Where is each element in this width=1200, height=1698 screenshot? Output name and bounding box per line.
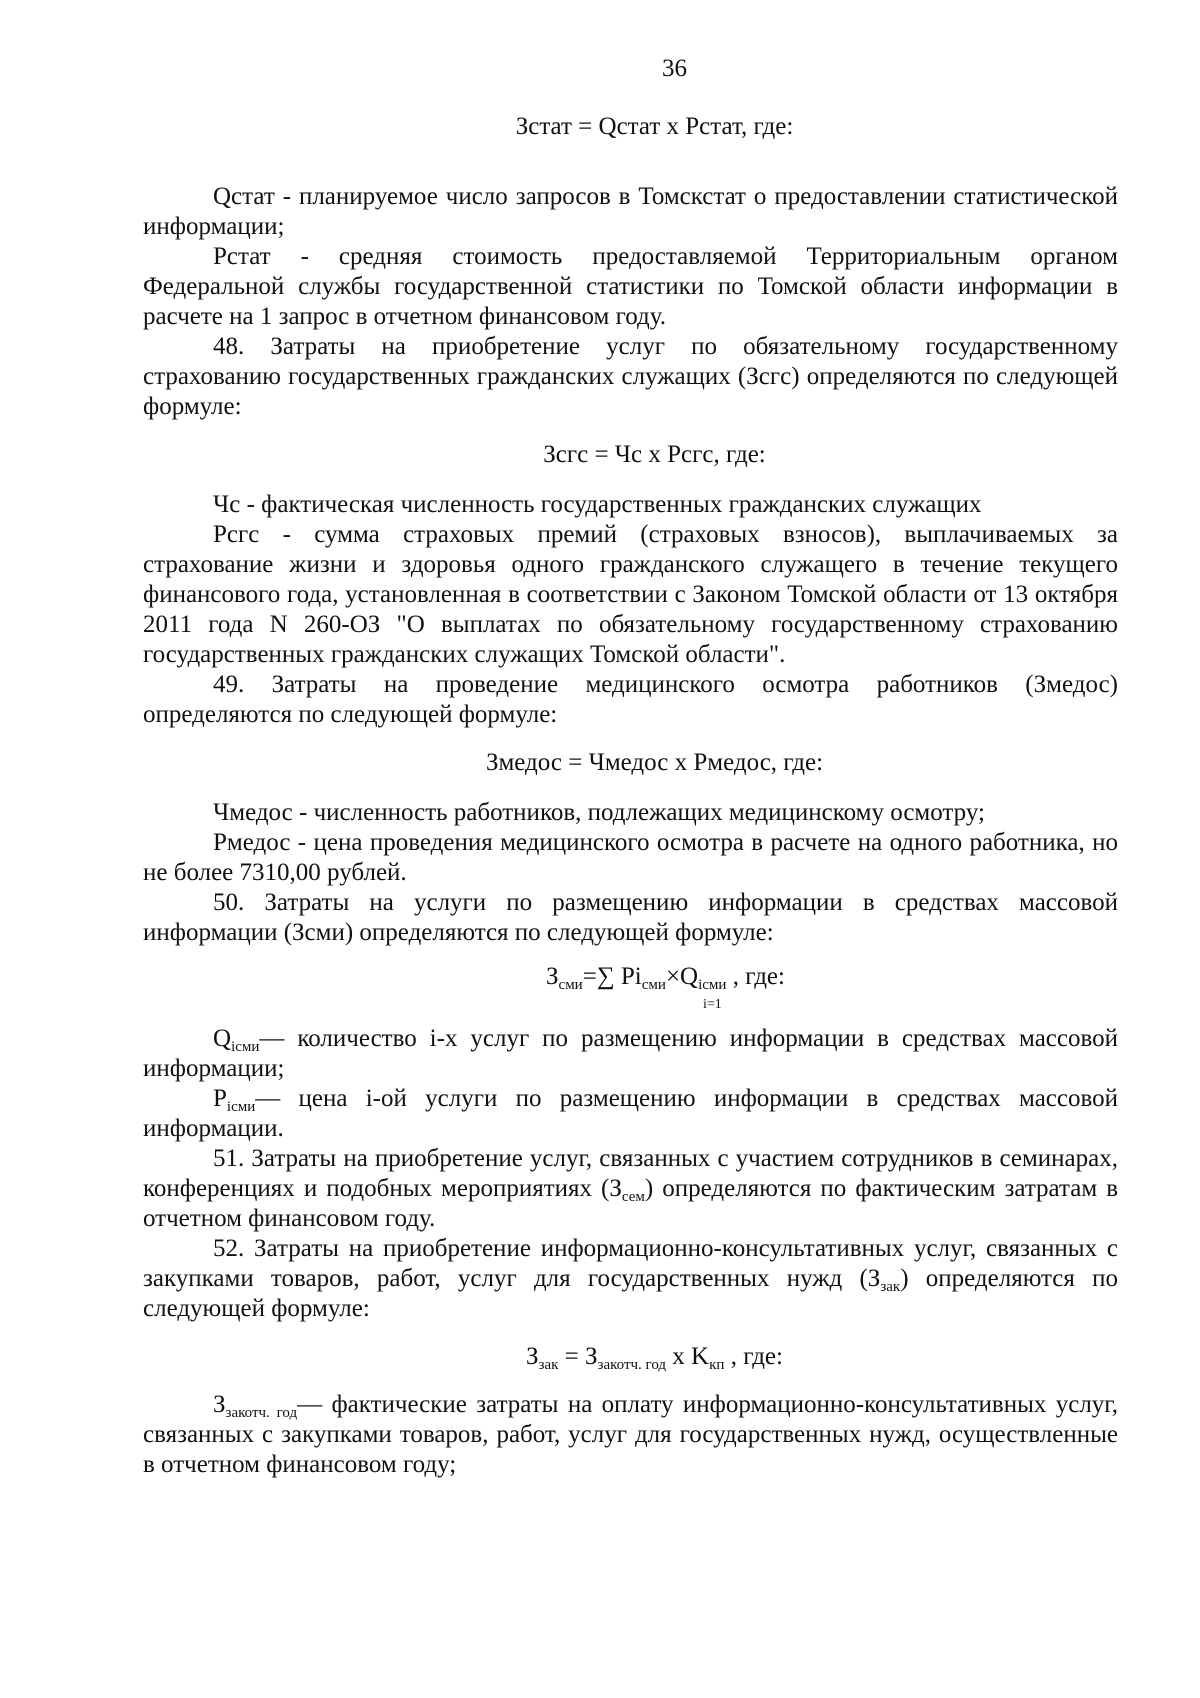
paragraph-51-end: ) определяются по фактическим затратам в отчетном финансовом году.	[143, 1175, 1118, 1232]
def-zak-symbol: З	[213, 1391, 226, 1418]
formula-zsmi-times-q: ×Q	[665, 963, 699, 990]
paragraph-50: 50. Затраты на услуги по размещению информации в средствах массовой информации (Зсми) определяются по следующей формуле:	[143, 889, 1118, 946]
formula-zmedos: Змедос = Чмедос x Pмедос, где:	[485, 749, 824, 776]
definition-zakotch	[143, 1390, 1118, 1480]
formula-zzak-k-sub: кп	[709, 1357, 725, 1373]
paragraph-48: 48. Затраты на приобретение услуг по обязательному государственному страхованию государственных гражданских служащих (Зсгс) определяются по следующей формуле:	[143, 333, 1118, 420]
definition-pstat: Pстат - средняя стоимость предоставляемой Территориальным органом Федеральной службы государственной статистики по Томской области информации в расчете на 1 запрос в отчетном финансовом году.	[143, 243, 1118, 330]
paragraph-52-end: ) определяются по следующей формуле:	[143, 1265, 1118, 1322]
spacer	[143, 162, 1118, 182]
definition-pmedos: Pмедос - цена проведения медицинского осмотра в расчете на одного работника, но не более 7310,00 рублей.	[143, 829, 1118, 886]
formula-zsmi-tail: , где:	[726, 963, 785, 990]
formula-zzak-eq: = З	[558, 1343, 598, 1370]
paragraph-51	[143, 1144, 1118, 1234]
def-zak-text: — фактические затраты на оплату информационно-консультативных услуг, связанных с закупками товаров, работ, услуг для государственных нужд, осуществленные в отчетном финансовом году;	[143, 1391, 1118, 1478]
paragraph-51-start: 51. Затраты на приобретение услуг, связанных с участием сотрудников в семинарах, конференциях и подобных мероприятиях (З	[143, 1145, 1118, 1202]
formula-zzak-lhs-sub: зак	[538, 1357, 559, 1373]
definition-q-ismi	[143, 1024, 1118, 1084]
spacer	[143, 778, 1118, 798]
def-q-symbol: Q	[213, 1025, 232, 1052]
def-zak-sub: закотч. год	[225, 1405, 298, 1421]
spacer	[143, 1372, 1118, 1390]
formula-zzak-times-k: x K	[666, 1343, 710, 1370]
definition-chs: Чс - фактическая численность государственных гражданских служащих	[213, 491, 982, 518]
page-number: 36	[662, 55, 687, 82]
def-p-sub: iсми	[226, 1099, 256, 1115]
definition-p-ismi	[143, 1084, 1118, 1144]
formula-zsmi-q-sub: iсми	[698, 977, 727, 993]
formula-zsgs: Зсгс = Чс x Pсгс, где:	[543, 441, 766, 468]
spacer	[143, 470, 1118, 490]
def-q-text: — количество i-х услуг по размещению информации в средствах массовой информации;	[143, 1025, 1118, 1082]
formula-zsmi-lhs: З	[546, 963, 559, 990]
formula-zzak-mid-sub: закотч. год	[597, 1357, 667, 1373]
definition-chmedos: Чмедос - численность работников, подлежащих медицинскому осмотру;	[213, 799, 985, 826]
paragraph-51-sub: сем	[621, 1189, 645, 1205]
formula-zsmi	[213, 962, 1118, 1012]
formula-zstat: Зстат = Qстат x Pстат, где:	[515, 113, 794, 140]
formula-zzak-lhs: З	[526, 1343, 539, 1370]
paragraph-52	[143, 1234, 1118, 1324]
formula-zzak	[191, 1342, 1118, 1372]
paragraph-52-sub: зак	[880, 1279, 901, 1295]
definition-qstat: Qстат - планируемое число запросов в Томскстат о предоставлении статистической информации;	[143, 183, 1118, 240]
paragraph-52-start: 52. Затраты на приобретение информационно-консультативных услуг, связанных с закупками товаров, работ, услуг для государственных нужд (З	[143, 1235, 1118, 1292]
formula-zsmi-index: i=1	[703, 997, 722, 1012]
formula-zsmi-sum: =∑ Pi	[582, 963, 642, 990]
def-p-text: — цена i-ой услуги по размещению информации в средствах массовой информации.	[143, 1085, 1118, 1142]
formula-zzak-tail: , где:	[724, 1343, 783, 1370]
definition-psgs: Pсгс - сумма страховых премий (страховых взносов), выплачиваемых за страхование жизни и здоровья одного гражданского служащего в течение текущего финансового года, установленная в соответствии с Законом Томской области от 13 октября 2011 года N 260-ОЗ "О выплатах по обязательному государственному страхованию государственных гражданских служащих Томской области".	[143, 521, 1118, 668]
def-q-sub: iсми	[231, 1039, 260, 1055]
def-p-symbol: P	[213, 1085, 227, 1112]
paragraph-49: 49. Затраты на проведение медицинского осмотра работников (Змедос) определяются по следующей формуле:	[143, 671, 1118, 728]
formula-zsmi-lhs-sub: сми	[558, 977, 583, 993]
formula-zsmi-p-sub: сми	[641, 977, 666, 993]
